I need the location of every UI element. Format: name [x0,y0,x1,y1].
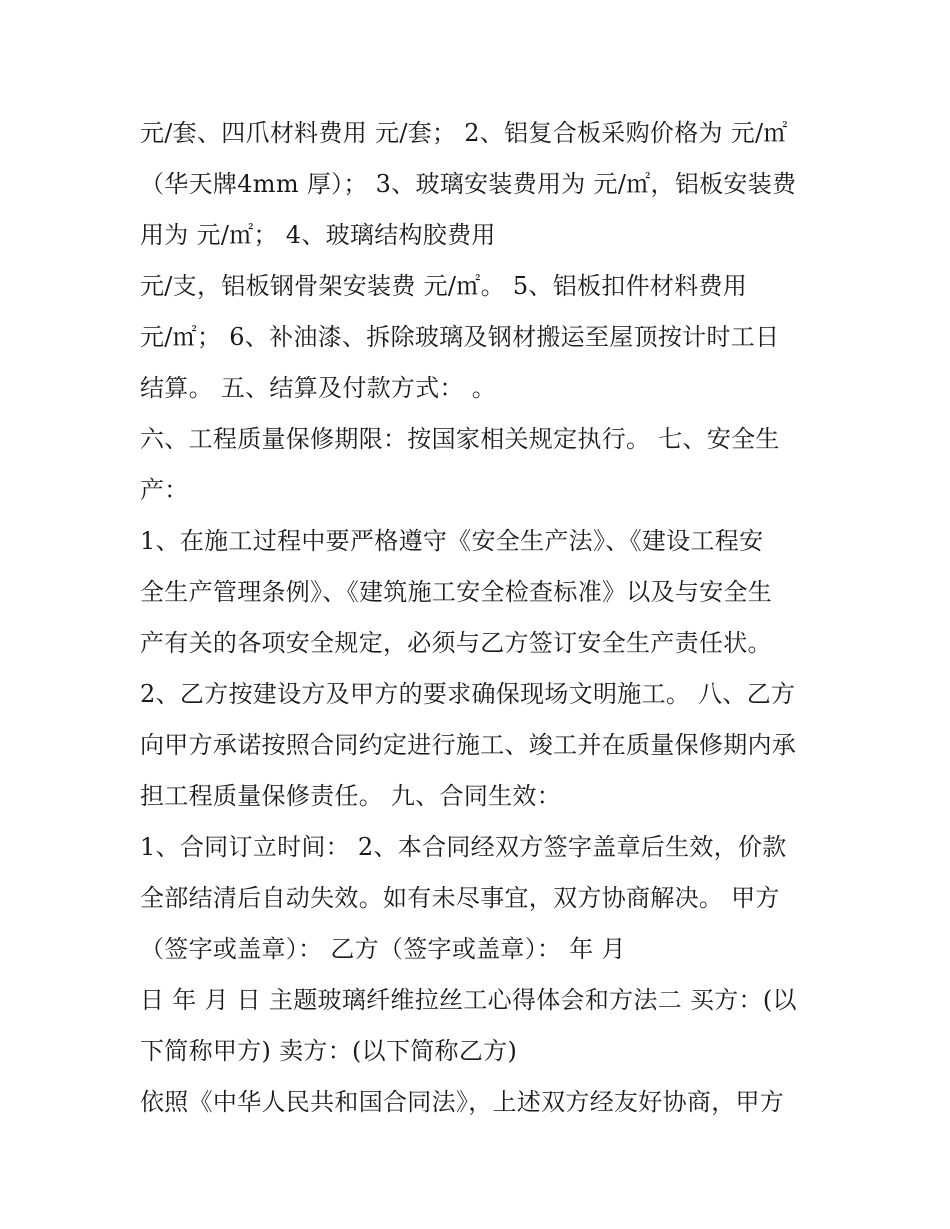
text-line-19: 下简称甲方) 卖方：(以下简称乙方) [140,1037,518,1065]
text-line-18: 日 年 月 日 主题玻璃纤维拉丝工心得体会和方法二 买方：(以 [140,986,797,1014]
text-line-20: 依照《中华人民共和国合同法》，上述双方经友好协商，甲方 [140,1088,785,1116]
document-body [140,108,820,1128]
text-line-15: 1、合同订立时间： 2、本合同经双方签字盖章后生效，价款 [140,833,787,861]
text-line-13: 向甲方承诺按照合同约定进行施工、竣工并在质量保修期内承 [140,731,797,759]
text-line-17: （签字或盖章）： 乙方（签字或盖章）： 年 月 [140,935,626,963]
text-line-10: 全生产管理条例》、《建筑施工安全检查标准》以及与安全生 [140,578,773,606]
text-line-14: 担工程质量保修责任。 九、合同生效： [140,782,562,810]
text-line-4: 元/支，铝板钢骨架安装费 元/㎡。 5、铝板扣件材料费用 [140,272,748,300]
text-line-12: 2、乙方按建设方及甲方的要求确保现场文明施工。 八、乙方 [140,680,796,708]
text-line-2: （华天牌4mm 厚）； 3、玻璃安装费用为 元/㎡，铝板安装费 [140,170,797,198]
text-line-1: 元/套、四爪材料费用 元/套； 2、铝复合板采购价格为 元/㎡ [140,119,788,147]
text-line-6: 结算。 五、结算及付款方式： 。 [140,374,497,402]
text-line-7: 六、工程质量保修期限：按国家相关规定执行。 七、安全生 [140,425,780,453]
text-line-16: 全部结清后自动失效。如有未尽事宜，双方协商解决。 甲方 [140,884,780,912]
text-line-11: 产有关的各项安全规定，必须与乙方签订安全生产责任状。 [140,629,772,657]
text-line-8: 产： [140,476,189,504]
text-line-5: 元/㎡； 6、补油漆、拆除玻璃及钢材搬运至屋顶按计时工日 [140,323,780,351]
text-line-9: 1、在施工过程中要严格遵守《安全生产法》、《建设工程安 [140,527,764,555]
text-line-3: 用为 元/㎡； 4、玻璃结构胶费用 [140,221,496,249]
